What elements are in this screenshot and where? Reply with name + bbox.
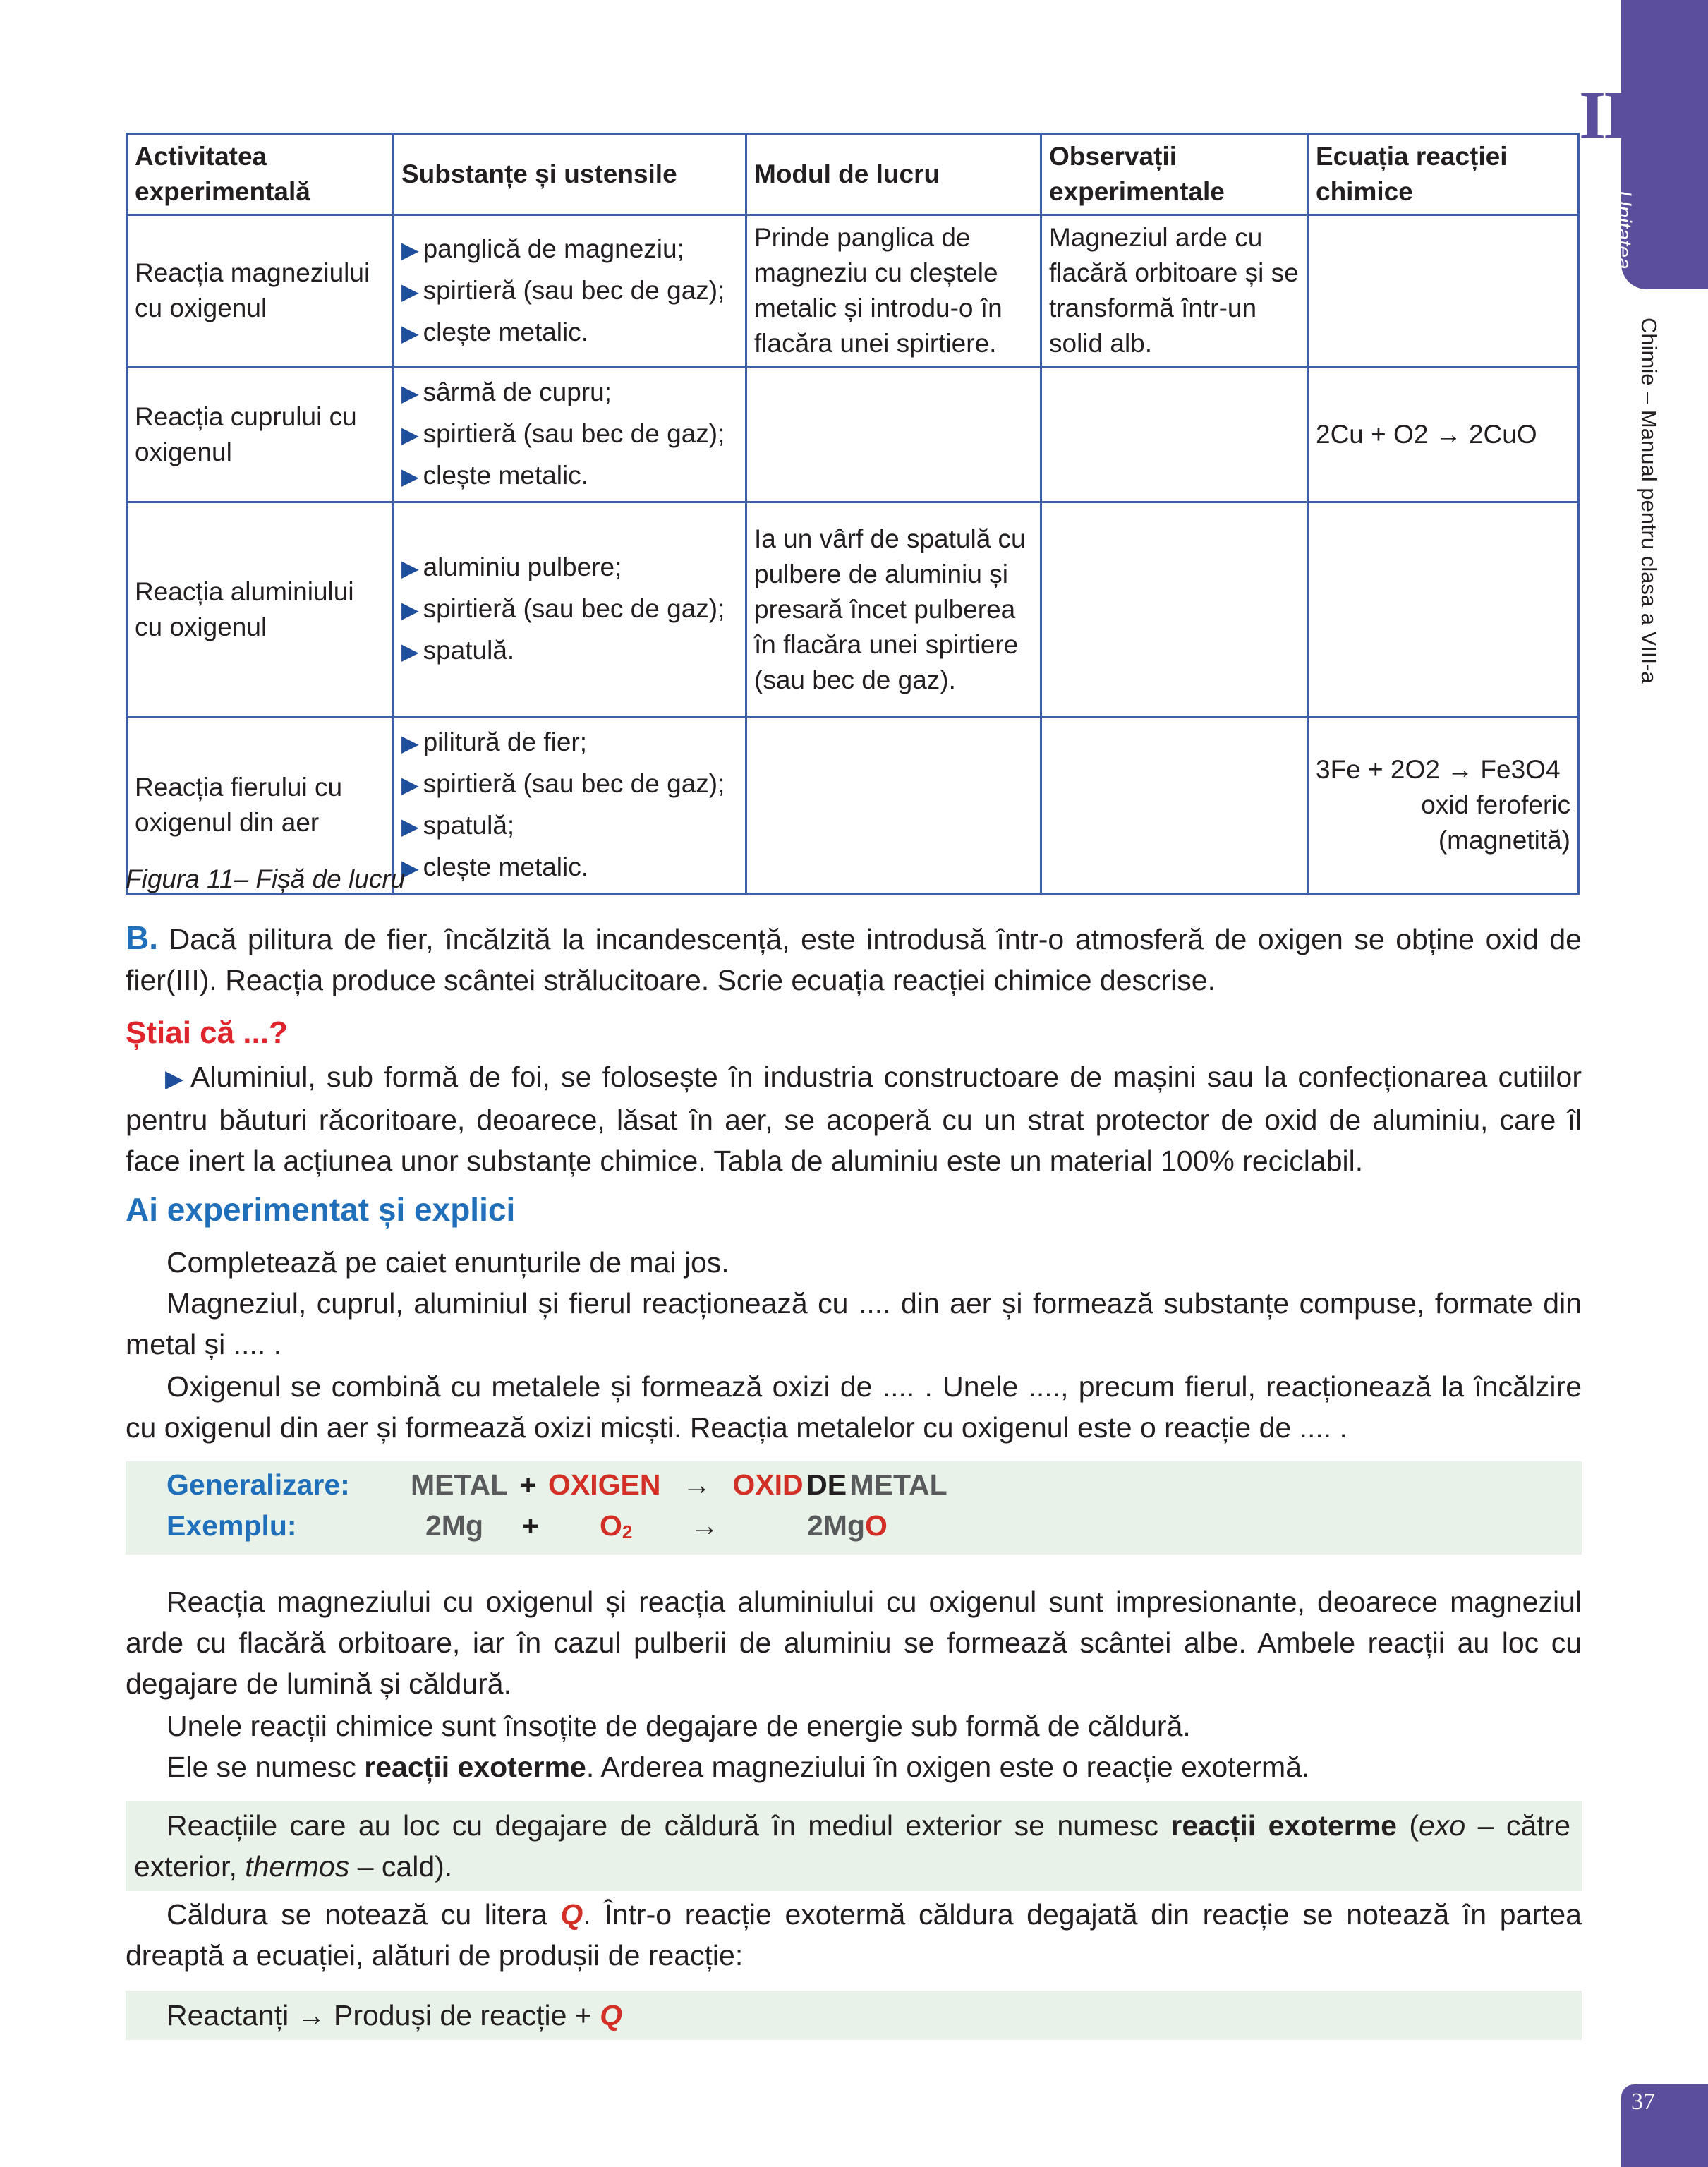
list-item: ▶ pilitură de fier; bbox=[401, 728, 587, 756]
experiment-p2: Magneziul, cuprul, aluminiul și fierul reacționează cu .... din aer și formează substanțe compuse, formate din metal și .... . bbox=[126, 1287, 1582, 1360]
bullet-triangle-icon: ▶ bbox=[401, 555, 419, 581]
substances-cell bbox=[394, 717, 746, 894]
bullet-triangle-icon: ▶ bbox=[401, 855, 419, 881]
method-cell bbox=[746, 367, 1041, 502]
bullet-triangle-icon: ▶ bbox=[401, 380, 419, 406]
example-mgo: 2MgO bbox=[807, 1509, 888, 1542]
bullet-triangle-icon: ▶ bbox=[401, 772, 419, 797]
method-cell: Ia un vârf de spatulă cu pulbere de aluminiu și presară încet pulberea în flacăra unei spirtiere (sau bec de gaz). bbox=[746, 502, 1041, 717]
bullet-triangle-icon: ▶ bbox=[401, 422, 419, 447]
substances-cell bbox=[394, 502, 746, 717]
definition-text: Reacțiile care au loc cu degajare de căldură în mediul exterior se numesc reacții exoterme (exo – către exterior, thermos – cald). bbox=[134, 1809, 1571, 1883]
equation-cell: 2Cu + O2 → 2CuO bbox=[1308, 367, 1579, 502]
section-letter: B. bbox=[126, 919, 158, 956]
list-item: ▶ spirtieră (sau bec de gaz); bbox=[401, 769, 725, 798]
bullet-triangle-icon: ▶ bbox=[401, 464, 419, 489]
header-observations: Observații experimentale bbox=[1041, 134, 1308, 215]
bullet-triangle-icon: ▶ bbox=[401, 639, 419, 664]
bullet-triangle-icon: ▶ bbox=[401, 730, 419, 756]
list-item: ▶ aluminiu pulbere; bbox=[401, 553, 622, 581]
example-o2: $O_2$ bbox=[600, 1509, 633, 1543]
body-p3: Ele se numesc reacții exoterme. Arderea magneziului în oxigen este o reacție exotermă. bbox=[166, 1751, 1310, 1783]
section-b bbox=[126, 917, 1582, 1001]
method-cell: Prinde panglica de magneziu cu cleștele metalic și introdu-o în flacăra unei spirtiere. bbox=[746, 215, 1041, 367]
example-label: Exemplu: bbox=[166, 1509, 297, 1542]
activity-cell: Reacția fierului cu oxigenul din aer bbox=[127, 717, 394, 894]
equation-cell bbox=[1308, 502, 1579, 717]
observation-cell bbox=[1041, 502, 1308, 717]
equation-cell bbox=[1308, 717, 1579, 894]
table-row bbox=[127, 215, 1579, 367]
observation-cell: Magneziul arde cu flacără orbitoare și se transformă într-un solid alb. bbox=[1041, 215, 1308, 367]
table-row bbox=[127, 367, 1579, 502]
header-equation: Ecuația reacției chimice bbox=[1308, 134, 1579, 215]
bullet-triangle-icon: ▶ bbox=[401, 814, 419, 839]
header-activity: Activitatea experimentală bbox=[127, 134, 394, 215]
bullet-triangle-icon: ▶ bbox=[401, 236, 419, 262]
page-number: 37 bbox=[1631, 2089, 1655, 2115]
list-item: ▶ clește metalic. bbox=[401, 852, 589, 881]
equation-text: 3Fe + 2O2 → Fe3O4 bbox=[1316, 755, 1561, 784]
header-substances: Substanțe și ustensile bbox=[394, 134, 746, 215]
substances-cell bbox=[394, 215, 746, 367]
experiment-p3: Oxigenul se combină cu metalele și formează oxizi de .... . Unele ...., precum fierul, reacționează la încălzire cu oxigenul din aer și formează oxizi micști. Reacția metalelor cu oxigenul este o reacție de .... . bbox=[126, 1370, 1582, 1444]
substances-cell bbox=[394, 367, 746, 502]
list-item: ▶ panglică de magneziu; bbox=[401, 234, 684, 263]
stiai-paragraph: ▶ Aluminiul, sub formă de foi, se folosește în industria constructoare de mașini sau la confecționarea cutiilor pentru băuturi răcoritoare, deoarece, lăsat în aer, se acoperă cu un strat protector de oxid de aluminiu, care îl face inert la acțiunea unor substanțe chimice. Tabla de aluminiu este un material 100% reciclabil. bbox=[126, 1061, 1582, 1177]
stiai-heading: Știai că ...? bbox=[126, 1015, 288, 1050]
equation-cell bbox=[1308, 215, 1579, 367]
bullet-triangle-icon: ▶ bbox=[401, 597, 419, 622]
example-arrow: → bbox=[690, 1509, 719, 1542]
formula-text: Reactanți → Produși de reacție + Q bbox=[166, 1999, 623, 2032]
header-method: Modul de lucru bbox=[746, 134, 1041, 215]
list-item: ▶ spirtieră (sau bec de gaz); bbox=[401, 275, 725, 305]
experiment-p1: Completează pe caiet enunțurile de mai jos. bbox=[166, 1246, 729, 1279]
observation-cell bbox=[1041, 367, 1308, 502]
formula-box bbox=[126, 1991, 1582, 2040]
example-plus: + bbox=[522, 1509, 539, 1542]
bullet-triangle-icon: ▶ bbox=[165, 1066, 186, 1092]
definition-box bbox=[126, 1801, 1582, 1891]
list-item: ▶ spirtieră (sau bec de gaz); bbox=[401, 419, 725, 448]
activity-cell: Reacția cuprului cu oxigenul bbox=[127, 367, 394, 502]
heat-paragraph: Căldura se notează cu litera Q. Într-o reacție exotermă căldura degajată din reacție se notează în partea dreaptă a ecuației, alături de produșii de reacție: bbox=[126, 1898, 1582, 1972]
bullet-triangle-icon: ▶ bbox=[401, 278, 419, 304]
worksheet-table bbox=[126, 133, 1580, 895]
observation-cell bbox=[1041, 717, 1308, 894]
list-item: ▶ spatulă; bbox=[401, 811, 515, 840]
bullet-triangle-icon: ▶ bbox=[401, 320, 419, 346]
figure-caption: Figura 11– Fișă de lucru bbox=[126, 864, 406, 893]
equation-note: oxid feroferic bbox=[1421, 790, 1570, 819]
equation-note: (magnetită) bbox=[1438, 826, 1570, 855]
method-cell bbox=[746, 717, 1041, 894]
section-b-text: Dacă pilitura de fier, încălzită la incandescență, este introdusă într-o atmosferă de oxigen se obține oxid de fier(III). Reacția produce scântei strălucitoare. Scrie ecuația reacției chimice descrise. bbox=[126, 923, 1582, 996]
table-header-row bbox=[127, 134, 1579, 215]
experiment-heading: Ai experimentat și explici bbox=[126, 1191, 516, 1228]
list-item: ▶ spatulă. bbox=[401, 636, 515, 665]
book-title: Chimie – Manual pentru clasa a VIII-a bbox=[1637, 318, 1661, 684]
example-mg: 2Mg bbox=[425, 1509, 483, 1542]
table-row bbox=[127, 502, 1579, 717]
list-item: ▶ clește metalic. bbox=[401, 461, 589, 490]
list-item: ▶ spirtieră (sau bec de gaz); bbox=[401, 594, 725, 623]
body-p2: Unele reacții chimice sunt însoțite de degajare de energie sub formă de căldură. bbox=[166, 1710, 1191, 1742]
activity-cell: Reacția aluminiului cu oxigenul bbox=[127, 502, 394, 717]
body-p1: Reacția magneziului cu oxigenul și reacția aluminiului cu oxigenul sunt impresionante, deoarece magneziul arde cu flacără orbitoare, iar în cazul pulberii de aluminiu se formează scântei albe. Ambele reacții au loc cu degajare de lumină și căldură. bbox=[126, 1586, 1582, 1700]
list-item: ▶ sârmă de cupru; bbox=[401, 378, 612, 406]
generalization-label: Generalizare: bbox=[166, 1468, 350, 1501]
list-item: ▶ clește metalic. bbox=[401, 317, 589, 346]
unit-number: III bbox=[1579, 78, 1652, 154]
unit-label: Unitatea bbox=[1612, 191, 1635, 270]
generalization-formula: METAL + OXIGEN → OXID DE METAL bbox=[411, 1468, 947, 1501]
activity-cell: Reacția magneziului cu oxigenul bbox=[127, 215, 394, 367]
generalization-box bbox=[126, 1461, 1582, 1555]
